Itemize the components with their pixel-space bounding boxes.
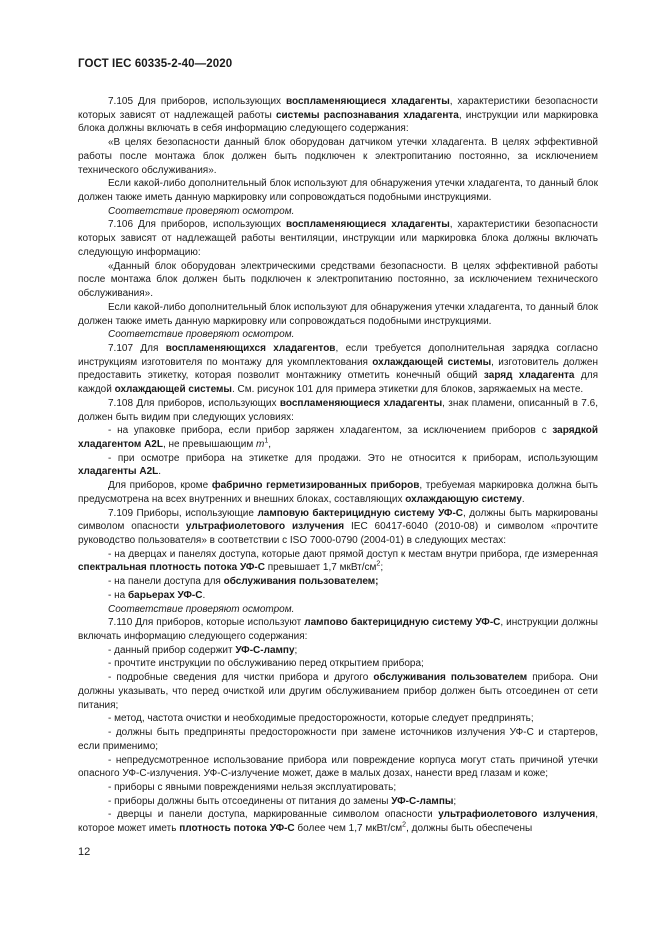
list-item [78, 589, 598, 603]
list-item [78, 575, 598, 589]
list-item [78, 726, 598, 753]
text-run: . См. рисунок 101 для примера этикетки для блоков, заряжаемых на месте. [231, 384, 584, 396]
text-run: дверцы и панели доступа, маркированные символом опасности [117, 809, 439, 821]
list-item [78, 657, 598, 671]
bold-term: охлаждающую систему [405, 493, 522, 505]
text-run: на дверцах и панелях доступа, которые дают прямой доступ к местам внутри прибора, где измеренная [114, 548, 599, 560]
compliance-note [78, 205, 598, 219]
text-run: должны быть предприняты предосторожности при замене источников излучения УФ-С и стартеров, если применимо; [78, 727, 598, 752]
text-run: , должны быть маркированы символом опасности [78, 507, 598, 533]
superscript: 2 [376, 561, 381, 569]
text-run: ; [380, 562, 384, 574]
list-item [78, 781, 598, 795]
bold-term: фабрично герметизированных приборов [211, 480, 420, 492]
text-run: более чем 1,7 мкВт/см [294, 823, 403, 835]
list-item [78, 644, 598, 658]
paragraph [78, 342, 598, 397]
document-body [78, 95, 598, 836]
text-run: IEC 60417-6040 (2010-08) и символом «прочтите руководство пользователя» в соответствии с ISO 7000-0790 (2004-01) в следующих местах: [78, 521, 599, 546]
text-run: , если требуется дополнительная зарядка согласно инструкциям изготовителя по монтажу для укомплектования [78, 342, 598, 368]
compliance-note [78, 328, 598, 342]
text-run: для каждой [78, 370, 598, 396]
paragraph [78, 95, 598, 136]
text-run: на упаковке прибора, если прибор заряжен хладагентом, за исключением приборов с [117, 425, 553, 437]
list-item [78, 671, 598, 712]
bold-term: воспламеняющиеся хладагенты [285, 96, 450, 107]
text-run: . [521, 493, 525, 505]
text-run: ; [294, 644, 298, 656]
text-run: «В целях безопасности данный блок оборудован датчиком утечки хладагента. В целях эффективной работы после монтажа блок должен быть подключен к электропитанию постоянно, за исключением технического обслуживания». [78, 137, 598, 176]
bold-term: воспламеняющихся хладагентов [165, 342, 336, 354]
paragraph [78, 218, 598, 259]
list-item [78, 452, 598, 479]
list-item [78, 795, 598, 809]
bold-term: ультрафиолетового излучения [185, 521, 345, 533]
list-item [78, 424, 598, 451]
bold-term: охлаждающей системы [114, 384, 232, 396]
text-run: , должны быть обеспечены [406, 823, 533, 835]
superscript: 2 [402, 821, 407, 829]
text-run: непредусмотренное использование прибора или повреждение корпуса могут стать причиной утечки опасного УФ-С-излучения. УФ-С-излучение может, даже в малых дозах, нанести вред глазам и коже; [78, 754, 598, 780]
text-run: , характеристики безопасности которых зависят от надлежащей работы вентиляции, инструкции или маркировка блока должны включать следующую информацию: [78, 219, 598, 258]
text-run: Если какой-либо дополнительный блок используют для обнаружения утечки хладагента, то данный блок должен также иметь данную маркировку или сопровождаться подобными инструкциями. [78, 178, 598, 204]
superscript: 1 [264, 437, 269, 445]
bold-term: спектральная плотность потока УФ-С [78, 562, 265, 574]
text-run: Если какой-либо дополнительный блок используют для обнаружения утечки хладагента, то данный блок должен также иметь данную маркировку или сопровождаться подобными инструкциями. [78, 301, 598, 327]
paragraph [78, 301, 598, 328]
bold-term: обслуживания пользователем; [223, 576, 379, 588]
text-run: 7.108 Для приборов, использующих [108, 397, 280, 409]
text-run: , требуемая маркировка должна быть предусмотрена на всех внутренних и внешних блоках, составляющих [78, 480, 599, 505]
bold-term: зарядкой хладагентом A2L [78, 425, 599, 450]
text-run: Соответствие проверяют осмотром. [108, 329, 295, 341]
text-run: . [202, 589, 206, 601]
text-run: прибора. Они должны указывать, что перед очисткой или другим обслуживанием прибор должен быть отсоединен от сети питания; [78, 672, 598, 711]
text-run: 7.109 Приборы, использующие [108, 507, 258, 519]
bold-term: УФ-С-лампу [235, 644, 295, 656]
bold-term: лампово бактерицидную систему УФ-С [304, 617, 501, 629]
bold-term: заряд хладагента [483, 370, 575, 382]
paragraph [78, 397, 598, 424]
text-run: Для приборов, кроме [108, 480, 212, 492]
bold-term: хладагенты A2L [78, 466, 159, 478]
text-run: 7.110 Для приборов, которые используют [108, 617, 305, 629]
bold-term: плотность потока УФ-С [179, 823, 295, 835]
bold-term: обслуживания пользователем [373, 672, 528, 684]
text-run: на панели доступа для [114, 576, 224, 588]
paragraph [78, 479, 598, 506]
text-run: Соответствие проверяют осмотром. [108, 205, 295, 217]
bold-term: барьерах УФ-С [127, 589, 203, 601]
text-run: приборы с явными повреждениями нельзя эксплуатировать; [114, 781, 397, 793]
bold-term: воспламеняющиеся хладагенты [279, 397, 443, 409]
text-run: Соответствие проверяют осмотром. [108, 603, 295, 615]
text-run: 7.107 Для [108, 342, 166, 354]
list-item [78, 754, 598, 781]
bold-term: УФ-С-лампы [391, 795, 454, 807]
text-run: прочтите инструкции по обслуживанию перед открытием прибора; [114, 658, 424, 670]
bold-term: ламповую бактерицидную систему УФ-С [257, 507, 464, 519]
list-item [78, 808, 598, 835]
text-run: при осмотре прибора на этикетке для продажи. Это не относится к приборам, использующим [117, 452, 599, 464]
paragraph [78, 260, 598, 301]
text-run: , знак пламени, описанный в 7.6, должен быть видим при следующих условиях: [78, 397, 598, 423]
compliance-note [78, 603, 598, 617]
text-run: . [158, 466, 162, 478]
paragraph [78, 177, 598, 204]
text-run: ; [453, 795, 457, 807]
page-number: 12 [78, 846, 91, 858]
text-run: превышает 1,7 мкВт/см [264, 562, 377, 574]
paragraph [78, 616, 598, 643]
text-run: , не превышающим [162, 438, 256, 450]
text-run: на [114, 589, 128, 601]
list-item [78, 712, 598, 726]
text-run: , изготовитель должен предоставить этикетку, которая позволит монтажнику отметить конечный общий [78, 356, 598, 382]
paragraph [78, 507, 598, 548]
italic-symbol: m [255, 438, 265, 450]
bold-term: охлаждающей системы [372, 356, 492, 368]
text-run: «Данный блок оборудован электрическими средствами безопасности. В целях эффективной работы после монтажа блок должен быть подключен к электропитанию постоянно, за исключением технического обслуживания». [78, 260, 598, 300]
text-run: подробные сведения для чистки прибора и другого [116, 672, 374, 684]
text-run: метод, частота очистки и необходимые предосторожности, которые следует предпринять; [114, 713, 534, 725]
text-run: приборы должны быть отсоединены от питания до замены [114, 795, 392, 807]
bold-term: воспламеняющиеся хладагенты [285, 219, 450, 231]
text-run: , инструкции должны включать информацию следующего содержания: [78, 617, 598, 643]
text-run: , [268, 438, 272, 450]
paragraph [78, 136, 598, 177]
text-run: , характеристики безопасности которых зависят от надлежащей работы [78, 96, 598, 121]
bold-term: системы распознавания хладагента [275, 109, 459, 121]
text-run: , которое может иметь [78, 809, 598, 835]
list-item [78, 548, 598, 575]
text-run: данный прибор содержит [114, 644, 236, 656]
text-run: 7.106 Для приборов, использующих [108, 219, 286, 231]
text-run: 7.105 Для приборов, использующих [108, 96, 286, 107]
document-header: ГОСТ IEC 60335-2-40—2020 [78, 58, 233, 70]
text-run: , инструкции или маркировка блока должны включать в себя информацию следующего содержания: [78, 109, 599, 135]
bold-term: ультрафиолетового излучения [438, 809, 596, 821]
